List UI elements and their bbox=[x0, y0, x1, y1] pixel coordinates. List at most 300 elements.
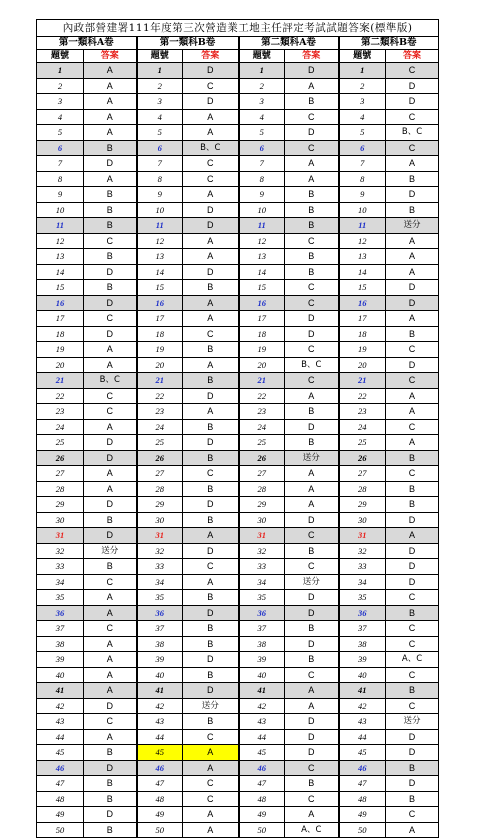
answer-cell: A bbox=[84, 667, 137, 683]
question-number: 6 bbox=[37, 140, 84, 156]
question-number: 14 bbox=[37, 264, 84, 280]
table-row bbox=[37, 171, 439, 187]
question-number: 23 bbox=[37, 404, 84, 420]
question-number: 8 bbox=[239, 171, 285, 187]
answer-cell: B bbox=[285, 94, 339, 110]
answer-cell: C bbox=[285, 528, 339, 544]
question-number: 29 bbox=[239, 497, 285, 513]
table-row bbox=[37, 373, 439, 389]
question-number: 31 bbox=[137, 528, 183, 544]
answer-cell: 送分 bbox=[386, 218, 439, 234]
question-number: 37 bbox=[137, 621, 183, 637]
table-row bbox=[37, 78, 439, 94]
question-number: 24 bbox=[239, 419, 285, 435]
answer-cell: D bbox=[285, 605, 339, 621]
table-row bbox=[37, 605, 439, 621]
table-row bbox=[37, 791, 439, 807]
question-number: 41 bbox=[339, 683, 386, 699]
answer-cell: A bbox=[386, 233, 439, 249]
question-number: 39 bbox=[239, 652, 285, 668]
question-number: 46 bbox=[339, 760, 386, 776]
answer-cell: A bbox=[84, 683, 137, 699]
answer-cell: A bbox=[84, 652, 137, 668]
question-number: 36 bbox=[339, 605, 386, 621]
question-number: 35 bbox=[37, 590, 84, 606]
answer-cell: A bbox=[84, 636, 137, 652]
answer-cell: B bbox=[183, 636, 239, 652]
answer-cell: B bbox=[84, 512, 137, 528]
page-title: 內政部營建署111年度第三次營造業工地主任評定考試試題答案(標準版) bbox=[37, 20, 439, 37]
question-number: 16 bbox=[239, 295, 285, 311]
answer-cell: A bbox=[183, 807, 239, 823]
group-header-row bbox=[37, 37, 439, 50]
answer-cell: B、C bbox=[285, 357, 339, 373]
answer-cell: D bbox=[386, 729, 439, 745]
answer-cell: D bbox=[183, 63, 239, 79]
table-row bbox=[37, 729, 439, 745]
question-number: 2 bbox=[239, 78, 285, 94]
answer-cell: C bbox=[285, 373, 339, 389]
question-number: 50 bbox=[37, 822, 84, 838]
table-row bbox=[37, 280, 439, 296]
answer-cell: D bbox=[285, 419, 339, 435]
answer-cell: A bbox=[285, 388, 339, 404]
answer-cell: B bbox=[285, 404, 339, 420]
answer-cell: A bbox=[183, 187, 239, 203]
answer-cell: B bbox=[285, 776, 339, 792]
answer-cell: A bbox=[183, 295, 239, 311]
answer-cell: B bbox=[386, 605, 439, 621]
question-number: 2 bbox=[339, 78, 386, 94]
question-number: 1 bbox=[137, 63, 183, 79]
answer-cell: A bbox=[183, 574, 239, 590]
question-number: 28 bbox=[339, 481, 386, 497]
answer-cell: B、C bbox=[84, 373, 137, 389]
table-row bbox=[37, 109, 439, 125]
question-number: 34 bbox=[137, 574, 183, 590]
answer-cell: D bbox=[84, 698, 137, 714]
answer-cell: D bbox=[386, 543, 439, 559]
answer-cell: D bbox=[386, 559, 439, 575]
question-number: 8 bbox=[339, 171, 386, 187]
question-number: 17 bbox=[137, 311, 183, 327]
table-row bbox=[37, 621, 439, 637]
question-number: 47 bbox=[239, 776, 285, 792]
question-number: 17 bbox=[37, 311, 84, 327]
answer-cell: A bbox=[84, 63, 137, 79]
question-number: 21 bbox=[37, 373, 84, 389]
answer-cell: A bbox=[285, 156, 339, 172]
table-row bbox=[37, 714, 439, 730]
question-number: 20 bbox=[339, 357, 386, 373]
question-number: 21 bbox=[137, 373, 183, 389]
question-number: 26 bbox=[137, 450, 183, 466]
answer-cell: C bbox=[84, 404, 137, 420]
answer-cell: D bbox=[84, 497, 137, 513]
answer-cell: B bbox=[386, 171, 439, 187]
answer-cell: C bbox=[285, 760, 339, 776]
answer-cell: A bbox=[183, 404, 239, 420]
question-number: 10 bbox=[239, 202, 285, 218]
question-number-header: 題號 bbox=[239, 50, 285, 63]
question-number: 49 bbox=[37, 807, 84, 823]
answer-cell: B bbox=[285, 543, 339, 559]
answer-cell: C bbox=[183, 78, 239, 94]
question-number: 1 bbox=[339, 63, 386, 79]
answer-cell: B bbox=[285, 187, 339, 203]
answer-cell: A bbox=[183, 233, 239, 249]
question-number-header: 題號 bbox=[37, 50, 84, 63]
question-number: 16 bbox=[339, 295, 386, 311]
question-number: 24 bbox=[339, 419, 386, 435]
question-number: 20 bbox=[137, 357, 183, 373]
answer-cell: C bbox=[386, 590, 439, 606]
question-number-header: 題號 bbox=[137, 50, 183, 63]
answer-header: 答案 bbox=[183, 50, 239, 63]
question-number: 41 bbox=[239, 683, 285, 699]
answer-cell: B bbox=[386, 760, 439, 776]
question-number: 6 bbox=[137, 140, 183, 156]
question-number: 15 bbox=[339, 280, 386, 296]
answer-cell: C bbox=[183, 171, 239, 187]
answer-cell: C bbox=[285, 791, 339, 807]
question-number: 14 bbox=[137, 264, 183, 280]
answer-cell: 送分 bbox=[285, 574, 339, 590]
question-number: 23 bbox=[137, 404, 183, 420]
answer-cell: A bbox=[84, 171, 137, 187]
table-row bbox=[37, 295, 439, 311]
answer-cell: B bbox=[84, 776, 137, 792]
answer-cell: B bbox=[285, 218, 339, 234]
question-number: 3 bbox=[339, 94, 386, 110]
answer-cell: D bbox=[84, 760, 137, 776]
question-number: 15 bbox=[137, 280, 183, 296]
answer-cell: D bbox=[183, 202, 239, 218]
answer-cell: C bbox=[183, 776, 239, 792]
question-number: 8 bbox=[137, 171, 183, 187]
question-number: 9 bbox=[339, 187, 386, 203]
answer-cell: A bbox=[84, 94, 137, 110]
answer-cell: D bbox=[285, 311, 339, 327]
answer-cell: C bbox=[285, 233, 339, 249]
answer-cell: B bbox=[386, 202, 439, 218]
answer-cell: A、C bbox=[386, 652, 439, 668]
answer-cell: A bbox=[386, 404, 439, 420]
answer-cell: D bbox=[84, 807, 137, 823]
answer-cell: B bbox=[183, 481, 239, 497]
question-number: 10 bbox=[37, 202, 84, 218]
question-number: 50 bbox=[137, 822, 183, 838]
question-number: 38 bbox=[239, 636, 285, 652]
question-number: 50 bbox=[339, 822, 386, 838]
answer-cell: A bbox=[183, 109, 239, 125]
question-number: 2 bbox=[37, 78, 84, 94]
question-number: 22 bbox=[239, 388, 285, 404]
answer-cell: 送分 bbox=[285, 450, 339, 466]
question-number: 11 bbox=[239, 218, 285, 234]
answer-cell: C bbox=[84, 574, 137, 590]
answer-cell: D bbox=[285, 729, 339, 745]
answer-cell: A bbox=[84, 419, 137, 435]
answer-cell: A bbox=[183, 760, 239, 776]
question-number: 27 bbox=[137, 466, 183, 482]
answer-cell: 送分 bbox=[386, 714, 439, 730]
question-number: 3 bbox=[137, 94, 183, 110]
answer-cell: B bbox=[183, 667, 239, 683]
question-number: 25 bbox=[339, 435, 386, 451]
answer-cell: A bbox=[84, 342, 137, 358]
question-number: 18 bbox=[339, 326, 386, 342]
question-number: 28 bbox=[137, 481, 183, 497]
question-number: 38 bbox=[339, 636, 386, 652]
question-number: 22 bbox=[339, 388, 386, 404]
question-number: 29 bbox=[137, 497, 183, 513]
table-row bbox=[37, 683, 439, 699]
table-row bbox=[37, 667, 439, 683]
answer-cell: C bbox=[183, 156, 239, 172]
answer-cell: A bbox=[84, 109, 137, 125]
answer-cell: B bbox=[84, 218, 137, 234]
question-number: 13 bbox=[37, 249, 84, 265]
question-number: 16 bbox=[137, 295, 183, 311]
table-row bbox=[37, 357, 439, 373]
question-number: 22 bbox=[37, 388, 84, 404]
question-number: 35 bbox=[239, 590, 285, 606]
question-number: 45 bbox=[339, 745, 386, 761]
question-number: 9 bbox=[37, 187, 84, 203]
answer-cell: B bbox=[285, 202, 339, 218]
question-number: 36 bbox=[37, 605, 84, 621]
question-number: 14 bbox=[239, 264, 285, 280]
question-number: 15 bbox=[37, 280, 84, 296]
question-number: 21 bbox=[239, 373, 285, 389]
table-row bbox=[37, 760, 439, 776]
question-number: 24 bbox=[137, 419, 183, 435]
answer-cell: B bbox=[84, 140, 137, 156]
question-number: 43 bbox=[239, 714, 285, 730]
answer-cell: D bbox=[183, 652, 239, 668]
question-number: 7 bbox=[37, 156, 84, 172]
table-row bbox=[37, 419, 439, 435]
question-number: 23 bbox=[239, 404, 285, 420]
answer-cell: D bbox=[183, 218, 239, 234]
answer-cell: D bbox=[183, 497, 239, 513]
table-row bbox=[37, 559, 439, 575]
question-number: 23 bbox=[339, 404, 386, 420]
answer-cell: B bbox=[183, 373, 239, 389]
answer-cell: B bbox=[285, 249, 339, 265]
answer-cell: A bbox=[84, 481, 137, 497]
question-number: 39 bbox=[137, 652, 183, 668]
answer-cell: C bbox=[386, 636, 439, 652]
question-number: 5 bbox=[137, 125, 183, 141]
question-number: 18 bbox=[37, 326, 84, 342]
answer-cell: C bbox=[386, 342, 439, 358]
group-label: 第一類科A卷 bbox=[37, 37, 137, 50]
answer-cell: D bbox=[285, 745, 339, 761]
question-number: 44 bbox=[239, 729, 285, 745]
answer-cell: B bbox=[183, 714, 239, 730]
question-number: 31 bbox=[339, 528, 386, 544]
answer-cell: A bbox=[386, 388, 439, 404]
answer-cell: C bbox=[386, 667, 439, 683]
question-number: 47 bbox=[37, 776, 84, 792]
answer-cell: A bbox=[84, 590, 137, 606]
answer-cell: D bbox=[386, 512, 439, 528]
answer-cell: C bbox=[285, 109, 339, 125]
question-number: 40 bbox=[339, 667, 386, 683]
answer-cell: D bbox=[285, 326, 339, 342]
answer-cell: A bbox=[84, 605, 137, 621]
question-number: 39 bbox=[339, 652, 386, 668]
answer-cell: A bbox=[285, 698, 339, 714]
question-number: 16 bbox=[37, 295, 84, 311]
question-number: 34 bbox=[37, 574, 84, 590]
question-number: 45 bbox=[37, 745, 84, 761]
answer-cell: B bbox=[84, 791, 137, 807]
question-number: 6 bbox=[239, 140, 285, 156]
answer-cell: D bbox=[183, 388, 239, 404]
question-number: 6 bbox=[339, 140, 386, 156]
answer-cell: B bbox=[386, 450, 439, 466]
answer-cell: B、C bbox=[183, 140, 239, 156]
answer-cell: B bbox=[386, 497, 439, 513]
question-number: 33 bbox=[239, 559, 285, 575]
answer-cell: B bbox=[386, 481, 439, 497]
question-number: 32 bbox=[37, 543, 84, 559]
table-row bbox=[37, 388, 439, 404]
answer-cell: C bbox=[183, 559, 239, 575]
answer-cell: B bbox=[84, 559, 137, 575]
question-number: 32 bbox=[339, 543, 386, 559]
answer-cell: C bbox=[386, 419, 439, 435]
answer-cell: B bbox=[183, 419, 239, 435]
question-number: 12 bbox=[37, 233, 84, 249]
question-number: 46 bbox=[239, 760, 285, 776]
question-number: 30 bbox=[137, 512, 183, 528]
question-number: 40 bbox=[137, 667, 183, 683]
answer-cell: D bbox=[386, 776, 439, 792]
answer-cell: 送分 bbox=[183, 698, 239, 714]
answer-cell: D bbox=[183, 543, 239, 559]
question-number: 12 bbox=[339, 233, 386, 249]
question-number: 13 bbox=[339, 249, 386, 265]
question-number: 19 bbox=[339, 342, 386, 358]
question-number: 42 bbox=[339, 698, 386, 714]
answer-cell: A bbox=[183, 125, 239, 141]
group-label: 第一類科B卷 bbox=[137, 37, 239, 50]
answer-cell: A bbox=[386, 528, 439, 544]
answer-cell: D bbox=[84, 295, 137, 311]
question-number: 5 bbox=[339, 125, 386, 141]
question-number: 42 bbox=[137, 698, 183, 714]
question-number: 18 bbox=[137, 326, 183, 342]
question-number: 28 bbox=[239, 481, 285, 497]
question-number: 26 bbox=[339, 450, 386, 466]
question-number: 3 bbox=[239, 94, 285, 110]
table-row bbox=[37, 140, 439, 156]
question-number: 21 bbox=[339, 373, 386, 389]
table-row bbox=[37, 125, 439, 141]
answer-cell: D bbox=[84, 450, 137, 466]
answer-cell: 送分 bbox=[84, 543, 137, 559]
table-row bbox=[37, 218, 439, 234]
question-number: 43 bbox=[37, 714, 84, 730]
question-number: 28 bbox=[37, 481, 84, 497]
question-number: 17 bbox=[339, 311, 386, 327]
question-number: 27 bbox=[239, 466, 285, 482]
question-number: 10 bbox=[339, 202, 386, 218]
question-number: 35 bbox=[339, 590, 386, 606]
answer-table bbox=[36, 19, 439, 838]
answer-cell: A bbox=[285, 481, 339, 497]
answer-cell: A bbox=[84, 729, 137, 745]
answer-cell: A bbox=[386, 311, 439, 327]
question-number: 48 bbox=[137, 791, 183, 807]
table-row bbox=[37, 543, 439, 559]
question-number: 25 bbox=[137, 435, 183, 451]
question-number: 33 bbox=[339, 559, 386, 575]
answer-cell: D bbox=[183, 435, 239, 451]
answer-cell: C bbox=[183, 466, 239, 482]
question-number: 5 bbox=[37, 125, 84, 141]
answer-cell: A、C bbox=[285, 822, 339, 838]
question-number: 42 bbox=[239, 698, 285, 714]
question-number: 31 bbox=[37, 528, 84, 544]
table-row bbox=[37, 404, 439, 420]
question-number: 29 bbox=[339, 497, 386, 513]
answer-cell: D bbox=[386, 280, 439, 296]
question-number: 1 bbox=[37, 63, 84, 79]
question-number: 46 bbox=[137, 760, 183, 776]
question-number: 47 bbox=[137, 776, 183, 792]
question-number: 26 bbox=[37, 450, 84, 466]
answer-cell: C bbox=[386, 63, 439, 79]
question-number: 48 bbox=[37, 791, 84, 807]
question-number: 30 bbox=[239, 512, 285, 528]
answer-cell: C bbox=[84, 233, 137, 249]
answer-cell: D bbox=[84, 156, 137, 172]
answer-cell: A bbox=[183, 357, 239, 373]
answer-cell: A bbox=[285, 497, 339, 513]
question-number: 36 bbox=[239, 605, 285, 621]
answer-cell: C bbox=[386, 807, 439, 823]
question-number: 45 bbox=[239, 745, 285, 761]
question-number: 42 bbox=[37, 698, 84, 714]
answer-cell: B bbox=[285, 652, 339, 668]
question-number: 11 bbox=[137, 218, 183, 234]
table-row bbox=[37, 528, 439, 544]
answer-cell: C bbox=[386, 698, 439, 714]
question-number: 44 bbox=[339, 729, 386, 745]
table-row bbox=[37, 264, 439, 280]
question-number: 3 bbox=[37, 94, 84, 110]
question-number: 27 bbox=[37, 466, 84, 482]
answer-cell: D bbox=[285, 63, 339, 79]
answer-cell: D bbox=[386, 357, 439, 373]
question-number: 19 bbox=[137, 342, 183, 358]
question-number: 40 bbox=[239, 667, 285, 683]
table-row bbox=[37, 745, 439, 761]
question-number: 19 bbox=[239, 342, 285, 358]
question-number: 39 bbox=[37, 652, 84, 668]
question-number: 24 bbox=[37, 419, 84, 435]
table-row bbox=[37, 63, 439, 79]
table-row bbox=[37, 481, 439, 497]
table-row bbox=[37, 94, 439, 110]
question-number: 25 bbox=[37, 435, 84, 451]
question-number: 18 bbox=[239, 326, 285, 342]
